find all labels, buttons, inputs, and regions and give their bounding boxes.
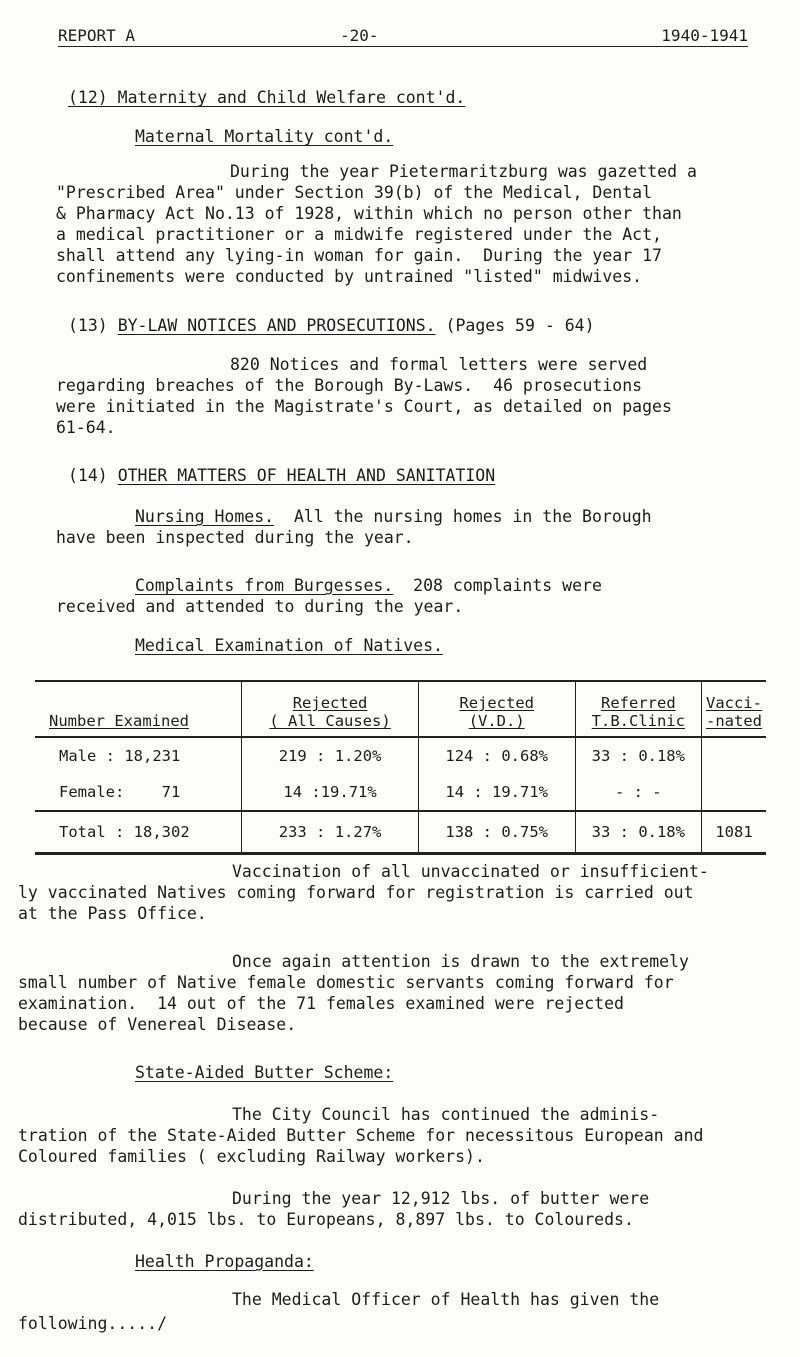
butter-p1-line-1: The City Council has continued the adminis- bbox=[232, 1105, 660, 1124]
nursing-homes-line-2: have been inspected during the year. bbox=[56, 528, 414, 547]
complaints-line-2: received and attended to during the year. bbox=[56, 597, 464, 616]
female-line-3: examination. 14 out of the 71 females examined were rejected bbox=[18, 994, 624, 1013]
female-line-1: Once again attention is drawn to the extremely bbox=[232, 952, 689, 971]
cell-rejected-all: 233 : 1.27% bbox=[242, 811, 418, 854]
health-propaganda-title: Health Propaganda: bbox=[135, 1252, 314, 1271]
col-referred-tb: Referred T.B.Clinic bbox=[575, 681, 701, 737]
s12-line-2: "Prescribed Area" under Section 39(b) of the Medical, Dental bbox=[56, 183, 653, 202]
report-year: 1940-1941 bbox=[661, 26, 748, 45]
row-label: Male : 18,231 bbox=[59, 747, 181, 765]
table-row bbox=[35, 774, 766, 811]
cell-rejected-all: 219 : 1.20% bbox=[242, 737, 418, 774]
butter-p1-line-3: Coloured families ( excluding Railway workers). bbox=[18, 1147, 485, 1166]
butter-p2-line-1: During the year 12,912 lbs. of butter were bbox=[232, 1189, 650, 1208]
nursing-homes-title: Nursing Homes. bbox=[135, 507, 275, 526]
cell-referred: - : - bbox=[575, 774, 701, 811]
female-line-4: because of Venereal Disease. bbox=[18, 1015, 297, 1034]
s12-line-1: During the year Pietermaritzburg was gazetted a bbox=[230, 162, 697, 181]
female-line-2: small number of Native female domestic servants coming forward for bbox=[18, 973, 674, 992]
cell-referred: 33 : 0.18% bbox=[575, 811, 701, 854]
butter-p2-line-2: distributed, 4,015 lbs. to Europeans, 8,897 lbs. to Coloureds. bbox=[18, 1210, 634, 1229]
butter-scheme-title: State-Aided Butter Scheme: bbox=[135, 1063, 394, 1082]
section-12-heading: (12) Maternity and Child Welfare cont'd. bbox=[68, 88, 466, 107]
cell-referred: 33 : 0.18% bbox=[575, 737, 701, 774]
s13-line-1: 820 Notices and formal letters were served bbox=[230, 355, 648, 374]
row-label: Female: 71 bbox=[59, 783, 181, 801]
s12-line-3: & Pharmacy Act No.13 of 1928, within which no person other than bbox=[56, 204, 682, 223]
table-total-row bbox=[35, 811, 766, 854]
s12-line-4: a medical practitioner or a midwife registered under the Act, bbox=[56, 225, 662, 244]
s12-line-6: confinements were conducted by untrained "listed" midwives. bbox=[56, 267, 643, 286]
table-header-row bbox=[35, 681, 766, 737]
cell-vaccinated bbox=[702, 774, 767, 811]
col-rejected-all: Rejected ( All Causes) bbox=[242, 681, 418, 737]
cell-rejected-vd: 138 : 0.75% bbox=[418, 811, 575, 854]
s13-line-2: regarding breaches of the Borough By-Laws. 46 prosecutions bbox=[56, 376, 643, 395]
cell-vaccinated: 1081 bbox=[702, 811, 767, 854]
complaints-title: Complaints from Burgesses. bbox=[135, 576, 394, 595]
vaccination-line-3: at the Pass Office. bbox=[18, 904, 207, 923]
vaccination-line-2: ly vaccinated Natives coming forward for registration is carried out bbox=[18, 883, 694, 902]
page-number: -20- bbox=[340, 26, 379, 45]
complaints-line-1: Complaints from Burgesses. 208 complaints were bbox=[135, 576, 602, 595]
cell-rejected-vd: 124 : 0.68% bbox=[418, 737, 575, 774]
nursing-homes-line-1: Nursing Homes. All the nursing homes in the Borough bbox=[135, 507, 652, 526]
report-label: REPORT A bbox=[58, 26, 136, 45]
cell-rejected-all: 14 :19.71% bbox=[242, 774, 418, 811]
cell-vaccinated bbox=[702, 737, 767, 774]
col-number-examined: Number Examined bbox=[35, 681, 242, 737]
medical-examination-table bbox=[35, 680, 766, 855]
cell-rejected-vd: 14 : 19.71% bbox=[418, 774, 575, 811]
col-rejected-vd: Rejected (V.D.) bbox=[418, 681, 575, 737]
medical-examination-title: Medical Examination of Natives. bbox=[135, 636, 443, 655]
col-vaccinated: Vacci- -nated bbox=[702, 681, 767, 737]
s13-line-4: 61-64. bbox=[56, 418, 116, 437]
s12-line-5: shall attend any lying-in woman for gain. During the year 17 bbox=[56, 246, 662, 265]
propaganda-line: The Medical Officer of Health has given the bbox=[232, 1290, 660, 1309]
page-header bbox=[58, 24, 748, 47]
vaccination-line-1: Vaccination of all unvaccinated or insufficient- bbox=[232, 862, 709, 881]
section-14-heading: (14) OTHER MATTERS OF HEALTH AND SANITATION bbox=[68, 466, 496, 485]
s13-line-3: were initiated in the Magistrate's Court, as detailed on pages bbox=[56, 397, 672, 416]
row-label: Total : 18,302 bbox=[35, 811, 242, 854]
table-row bbox=[35, 737, 766, 774]
following-continuation: following...../ bbox=[18, 1314, 168, 1333]
butter-p1-line-2: tration of the State-Aided Butter Scheme for necessitous European and bbox=[18, 1126, 704, 1145]
section-13-heading: (13) BY-LAW NOTICES AND PROSECUTIONS. (Pages 59 - 64) bbox=[68, 316, 595, 335]
maternal-mortality-subheading: Maternal Mortality cont'd. bbox=[135, 127, 394, 146]
